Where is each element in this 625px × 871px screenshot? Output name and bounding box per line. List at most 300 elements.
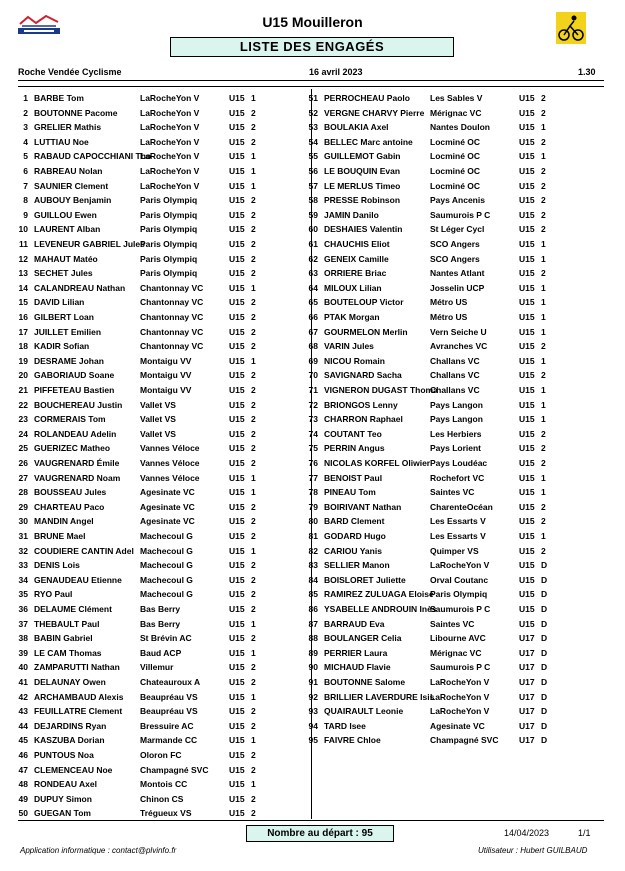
rider-number: 82 bbox=[308, 545, 318, 556]
rider-name: JUILLET Emilien bbox=[34, 326, 102, 337]
rider-name: YSABELLE ANDROUIN Inès bbox=[324, 604, 437, 614]
rider-level: D bbox=[541, 589, 548, 600]
rider-category: U15 bbox=[229, 589, 245, 600]
rider-name: PINEAU Tom bbox=[324, 487, 376, 498]
rider-category: U15 bbox=[229, 764, 245, 775]
rider-category: U15 bbox=[519, 268, 535, 279]
rider-category: U15 bbox=[229, 458, 245, 468]
rider-team: Paris Olympiq bbox=[140, 195, 198, 206]
rider-name: RABAUD CAPOCCHIANI Tho bbox=[34, 151, 152, 162]
rider-level: D bbox=[541, 706, 548, 717]
rider-name: LAURENT Alban bbox=[34, 224, 101, 235]
rider-team: Vannes Véloce bbox=[140, 458, 200, 468]
rider-level: 1 bbox=[251, 779, 256, 790]
rider-team: LaRocheYon V bbox=[430, 691, 490, 702]
rider-level: D bbox=[541, 604, 548, 614]
rider-team: LaRocheYon V bbox=[430, 706, 490, 717]
rider-number: 91 bbox=[308, 677, 318, 687]
rider-name: VAUGRENARD Noam bbox=[34, 472, 121, 483]
rider-name: LE CAM Thomas bbox=[34, 647, 102, 658]
rider-level: 2 bbox=[251, 501, 256, 512]
rider-number: 53 bbox=[308, 122, 318, 133]
rider-team: Challans VC bbox=[430, 355, 480, 366]
rider-number: 50 bbox=[18, 808, 28, 819]
rider-number: 15 bbox=[18, 297, 28, 308]
rider-number: 11 bbox=[19, 239, 28, 249]
rider-category: U15 bbox=[519, 312, 535, 322]
rider-level: 2 bbox=[251, 326, 256, 337]
app-info: Application informatique : contact@plvinfo.fr bbox=[20, 846, 177, 855]
rider-category: U15 bbox=[519, 487, 535, 498]
rider-team: Orval Coutanc bbox=[430, 574, 489, 585]
rider-team: Agesinate VC bbox=[140, 501, 195, 512]
rider-number: 84 bbox=[308, 574, 318, 585]
rider-name: BOUTONNE Salome bbox=[324, 677, 406, 687]
rider-team: Locminé OC bbox=[430, 180, 481, 191]
rider-name: CHARTEAU Paco bbox=[34, 501, 105, 512]
rider-category: U15 bbox=[229, 355, 245, 366]
rider-name: BABIN Gabriel bbox=[34, 633, 93, 644]
rider-name: GENAUDEAU Etienne bbox=[34, 574, 122, 585]
rider-name: THEBAULT Paul bbox=[34, 618, 100, 629]
rider-name: PIFFETEAU Bastien bbox=[34, 385, 115, 395]
rider-team: Paris Olympiq bbox=[140, 239, 198, 249]
rider-name: BOIRIVANT Nathan bbox=[324, 501, 402, 512]
rider-name: GILBERT Loan bbox=[34, 312, 94, 322]
rider-name: CORMERAIS Tom bbox=[34, 414, 106, 425]
rider-name: PRESSE Robinson bbox=[324, 195, 401, 206]
rider-level: D bbox=[541, 560, 548, 571]
rider-level: 2 bbox=[251, 385, 256, 395]
rider-category: U15 bbox=[229, 326, 245, 337]
rider-level: 2 bbox=[251, 633, 256, 644]
rider-level: 1 bbox=[251, 166, 256, 176]
rider-level: 1 bbox=[541, 122, 546, 133]
rider-level: 2 bbox=[541, 195, 546, 206]
rider-number: 46 bbox=[18, 750, 28, 760]
rider-category: U17 bbox=[519, 735, 535, 746]
rider-level: 2 bbox=[541, 341, 546, 352]
rider-name: RABREAU Nolan bbox=[34, 166, 103, 176]
rider-number: 19 bbox=[18, 355, 28, 366]
header-divider-double bbox=[18, 86, 604, 87]
rider-category: U15 bbox=[519, 574, 535, 585]
rider-team: Paris Olympiq bbox=[430, 589, 488, 600]
rider-team: Pays Ancenis bbox=[430, 195, 485, 206]
rider-team: LaRocheYon V bbox=[140, 166, 200, 176]
rider-category: U15 bbox=[229, 677, 245, 687]
rider-category: U15 bbox=[229, 443, 245, 454]
rider-team: CharenteOcéan bbox=[430, 501, 493, 512]
rider-name: LEVENEUR GABRIEL Jules bbox=[34, 239, 145, 249]
rider-category: U15 bbox=[519, 180, 535, 191]
rider-level: 2 bbox=[251, 531, 256, 541]
rider-category: U15 bbox=[229, 604, 245, 614]
rider-name: CLEMENCEAU Noe bbox=[34, 764, 113, 775]
rider-name: BRIONGOS Lenny bbox=[324, 399, 398, 410]
rider-level: 2 bbox=[541, 428, 546, 439]
rider-category: U15 bbox=[519, 516, 535, 527]
rider-number: 2 bbox=[23, 107, 28, 118]
rider-number: 66 bbox=[308, 312, 318, 322]
rider-name: DESRAME Johan bbox=[34, 355, 104, 366]
rider-level: 2 bbox=[251, 224, 256, 235]
rider-number: 65 bbox=[308, 297, 318, 308]
rider-level: 2 bbox=[251, 209, 256, 220]
rider-category: U15 bbox=[229, 151, 245, 162]
rider-number: 40 bbox=[18, 662, 28, 673]
rider-category: U15 bbox=[519, 560, 535, 571]
rider-team: Les Essarts V bbox=[430, 516, 486, 527]
rider-level: 2 bbox=[541, 180, 546, 191]
rider-category: U15 bbox=[519, 107, 535, 118]
rider-number: 80 bbox=[308, 516, 318, 527]
rider-name: BOUTELOUP Victor bbox=[324, 297, 404, 308]
rider-level: 2 bbox=[251, 604, 256, 614]
rider-level: 2 bbox=[541, 370, 546, 381]
rider-category: U17 bbox=[519, 706, 535, 717]
rider-team: Villemur bbox=[140, 662, 174, 673]
rider-level: 2 bbox=[251, 370, 256, 381]
rider-number: 48 bbox=[18, 779, 28, 790]
rider-number: 72 bbox=[308, 399, 318, 410]
rider-number: 21 bbox=[18, 385, 28, 395]
rider-team: Saintes VC bbox=[430, 487, 475, 498]
rider-team: Les Essarts V bbox=[430, 531, 486, 541]
rider-category: U15 bbox=[229, 370, 245, 381]
rider-level: 2 bbox=[251, 312, 256, 322]
rider-number: 57 bbox=[308, 180, 318, 191]
rider-team: Montois CC bbox=[140, 779, 188, 790]
rider-team: Champagné SVC bbox=[140, 764, 209, 775]
rider-level: 2 bbox=[251, 253, 256, 264]
rider-number: 16 bbox=[18, 312, 28, 322]
rider-category: U15 bbox=[229, 472, 245, 483]
rider-category: U15 bbox=[519, 385, 535, 395]
rider-team: Josselin UCP bbox=[430, 282, 485, 293]
rider-team: Pays Loudéac bbox=[430, 458, 488, 468]
rider-team: Vannes Véloce bbox=[140, 443, 200, 454]
rider-number: 37 bbox=[18, 618, 28, 629]
rider-number: 71 bbox=[308, 385, 318, 395]
rider-category: U15 bbox=[229, 487, 245, 498]
rider-category: U15 bbox=[229, 414, 245, 425]
rider-level: 1 bbox=[541, 312, 546, 322]
rider-name: COUDIERE CANTIN Adel bbox=[34, 545, 134, 556]
rider-level: 2 bbox=[251, 428, 256, 439]
rider-category: U15 bbox=[519, 428, 535, 439]
rider-number: 83 bbox=[308, 560, 318, 571]
rider-category: U15 bbox=[229, 195, 245, 206]
rider-name: VARIN Jules bbox=[324, 341, 374, 352]
rider-number: 22 bbox=[18, 399, 28, 410]
rider-number: 75 bbox=[308, 443, 318, 454]
rider-level: D bbox=[541, 662, 548, 673]
rider-category: U15 bbox=[229, 808, 245, 819]
rider-number: 7 bbox=[23, 180, 28, 191]
rider-name: PERROCHEAU Paolo bbox=[324, 93, 410, 103]
rider-name: COUTANT Teo bbox=[324, 428, 382, 439]
rider-level: 2 bbox=[251, 136, 256, 147]
rider-level: 2 bbox=[251, 268, 256, 279]
rider-name: CHARRON Raphael bbox=[324, 414, 403, 425]
rider-team: Trégueux VS bbox=[140, 808, 192, 819]
rider-team: Chantonnay VC bbox=[140, 341, 204, 352]
event-code: 1.30 bbox=[578, 67, 596, 77]
rider-name: SAVIGNARD Sacha bbox=[324, 370, 402, 381]
rider-name: JAMIN Danilo bbox=[324, 209, 379, 220]
rider-name: BOULAKIA Axel bbox=[324, 122, 389, 133]
rider-number: 60 bbox=[308, 224, 318, 235]
rider-name: ARCHAMBAUD Alexis bbox=[34, 691, 124, 702]
rider-team: Montaigu VV bbox=[140, 385, 192, 395]
rider-number: 59 bbox=[308, 209, 318, 220]
rider-level: 1 bbox=[541, 399, 546, 410]
rider-team: St Léger Cycl bbox=[430, 224, 485, 235]
rider-name: SELLIER Manon bbox=[324, 560, 390, 571]
rider-team: Pays Langon bbox=[430, 399, 483, 410]
rider-level: 2 bbox=[541, 166, 546, 176]
rider-level: 2 bbox=[251, 560, 256, 571]
rider-name: SECHET Jules bbox=[34, 268, 93, 279]
rider-level: 2 bbox=[251, 662, 256, 673]
rider-name: CALANDREAU Nathan bbox=[34, 282, 126, 293]
rider-level: D bbox=[541, 677, 548, 687]
rider-number: 4 bbox=[23, 136, 28, 147]
rider-number: 61 bbox=[308, 239, 318, 249]
rider-name: RYO Paul bbox=[34, 589, 73, 600]
rider-name: FEUILLATRE Clement bbox=[34, 706, 123, 717]
rider-name: PERRIER Laura bbox=[324, 647, 388, 658]
rider-team: Machecoul G bbox=[140, 531, 193, 541]
rider-name: DEJARDINS Ryan bbox=[34, 720, 107, 731]
rider-category: U15 bbox=[229, 297, 245, 308]
rider-number: 74 bbox=[308, 428, 318, 439]
rider-team: Vallet VS bbox=[140, 428, 176, 439]
rider-number: 35 bbox=[18, 589, 28, 600]
rider-team: Métro US bbox=[430, 312, 468, 322]
rider-name: GUERIZEC Matheo bbox=[34, 443, 111, 454]
rider-category: U15 bbox=[229, 268, 245, 279]
rider-number: 68 bbox=[308, 341, 318, 352]
rider-number: 76 bbox=[308, 458, 318, 468]
rider-name: GRELIER Mathis bbox=[34, 122, 102, 133]
print-date: 14/04/2023 bbox=[504, 828, 550, 838]
rider-number: 52 bbox=[308, 107, 318, 118]
rider-level: 2 bbox=[251, 574, 256, 585]
rider-team: Locminé OC bbox=[430, 136, 481, 147]
rider-name: CHAUCHIS Eliot bbox=[324, 239, 390, 249]
rider-number: 77 bbox=[308, 472, 318, 483]
rider-category: U15 bbox=[229, 720, 245, 731]
rider-number: 79 bbox=[308, 501, 318, 512]
rider-level: 1 bbox=[251, 735, 256, 746]
rider-team: SCO Angers bbox=[430, 253, 480, 264]
rider-name: DAVID Lilian bbox=[34, 297, 85, 308]
rider-level: 1 bbox=[541, 414, 546, 425]
rider-category: U15 bbox=[519, 443, 535, 454]
rider-number: 54 bbox=[308, 136, 318, 147]
rider-category: U15 bbox=[519, 151, 535, 162]
rider-team: Challans VC bbox=[430, 385, 480, 395]
page-title: U15 Mouilleron bbox=[262, 14, 363, 30]
rider-category: U17 bbox=[519, 691, 535, 702]
rider-category: U15 bbox=[229, 282, 245, 293]
rider-name: PTAK Morgan bbox=[324, 312, 380, 322]
rider-category: U15 bbox=[229, 93, 245, 103]
rider-name: VIGNERON DUGAST Thoma bbox=[324, 385, 438, 395]
rider-team: Rochefort VC bbox=[430, 472, 485, 483]
rider-name: VAUGRENARD Émile bbox=[34, 458, 120, 468]
rider-level: D bbox=[541, 720, 548, 731]
rider-team: Paris Olympiq bbox=[140, 209, 198, 220]
rider-number: 42 bbox=[18, 691, 28, 702]
rider-category: U15 bbox=[229, 399, 245, 410]
rider-category: U15 bbox=[229, 779, 245, 790]
rider-level: 2 bbox=[251, 764, 256, 775]
rider-team: Baud ACP bbox=[140, 647, 182, 658]
rider-number: 23 bbox=[18, 414, 28, 425]
rider-team: Locminé OC bbox=[430, 166, 481, 176]
rider-category: U15 bbox=[229, 706, 245, 717]
rider-team: LaRocheYon V bbox=[140, 107, 200, 118]
rider-category: U15 bbox=[519, 341, 535, 352]
rider-number: 33 bbox=[18, 560, 28, 571]
rider-number: 78 bbox=[308, 487, 318, 498]
rider-name: KASZUBA Dorian bbox=[34, 735, 105, 746]
rider-level: 1 bbox=[541, 297, 546, 308]
rider-level: D bbox=[541, 647, 548, 658]
rider-name: GUILLOU Ewen bbox=[34, 209, 97, 220]
rider-level: 2 bbox=[251, 793, 256, 804]
rider-name: GODARD Hugo bbox=[324, 531, 386, 541]
rider-number: 73 bbox=[308, 414, 318, 425]
rider-name: PERRIN Angus bbox=[324, 443, 385, 454]
rider-level: 2 bbox=[251, 239, 256, 249]
rider-category: U15 bbox=[519, 355, 535, 366]
rider-team: Montaigu VV bbox=[140, 370, 192, 381]
rider-team: Avranches VC bbox=[430, 341, 488, 352]
rider-number: 58 bbox=[308, 195, 318, 206]
rider-category: U15 bbox=[229, 545, 245, 556]
rider-number: 13 bbox=[18, 268, 28, 279]
rider-level: 1 bbox=[251, 472, 256, 483]
rider-category: U15 bbox=[229, 428, 245, 439]
rider-number: 18 bbox=[18, 341, 28, 352]
rider-number: 14 bbox=[18, 282, 28, 293]
organizer-club: Roche Vendée Cyclisme bbox=[18, 67, 122, 77]
rider-level: 2 bbox=[251, 589, 256, 600]
rider-number: 36 bbox=[18, 604, 28, 614]
rider-team: Saintes VC bbox=[430, 618, 475, 629]
rider-level: 1 bbox=[251, 647, 256, 658]
rider-level: 2 bbox=[541, 268, 546, 279]
rider-team: LaRocheYon V bbox=[430, 677, 490, 687]
user-info: Utilisateur : Hubert GUILBAUD bbox=[478, 846, 588, 855]
rider-level: 2 bbox=[541, 458, 546, 468]
rider-name: RONDEAU Axel bbox=[34, 779, 97, 790]
rider-team: Pays Langon bbox=[430, 414, 483, 425]
rider-level: 1 bbox=[541, 282, 546, 293]
rider-level: 2 bbox=[541, 107, 546, 118]
rider-level: 2 bbox=[251, 443, 256, 454]
rider-category: U15 bbox=[519, 604, 535, 614]
rider-name: LE MERLUS Timeo bbox=[324, 180, 401, 191]
rider-level: 1 bbox=[251, 691, 256, 702]
rider-name: PUNTOUS Noa bbox=[34, 750, 94, 760]
rider-level: 1 bbox=[541, 151, 546, 162]
rider-name: MAHAUT Matéo bbox=[34, 253, 98, 264]
rider-level: 2 bbox=[251, 122, 256, 133]
starters-count: Nombre au départ : 95 bbox=[246, 825, 394, 842]
rider-team: Chantonnay VC bbox=[140, 326, 204, 337]
rider-number: 17 bbox=[18, 326, 28, 337]
rider-number: 69 bbox=[308, 355, 318, 366]
rider-category: U15 bbox=[229, 253, 245, 264]
rider-team: Locminé OC bbox=[430, 151, 481, 162]
page-number: 1/1 bbox=[578, 828, 591, 838]
rider-number: 90 bbox=[308, 662, 318, 673]
rider-number: 24 bbox=[18, 428, 28, 439]
rider-category: U17 bbox=[519, 633, 535, 644]
rider-level: 2 bbox=[541, 93, 546, 103]
rider-team: Métro US bbox=[430, 297, 468, 308]
footer-divider bbox=[18, 820, 604, 821]
rider-name: DESHAIES Valentin bbox=[324, 224, 403, 235]
rider-team: Agesinate VC bbox=[430, 720, 485, 731]
rider-category: U15 bbox=[519, 195, 535, 206]
rider-level: 2 bbox=[251, 341, 256, 352]
rider-category: U15 bbox=[519, 414, 535, 425]
rider-team: LaRocheYon V bbox=[140, 136, 200, 147]
rider-team: Nantes Atlant bbox=[430, 268, 485, 279]
rider-team: Saumurois P C bbox=[430, 662, 491, 673]
rider-number: 45 bbox=[18, 735, 28, 746]
rider-level: D bbox=[541, 691, 548, 702]
rider-category: U15 bbox=[519, 589, 535, 600]
rider-level: 1 bbox=[541, 355, 546, 366]
rider-name: DUPUY Simon bbox=[34, 793, 92, 804]
rider-number: 92 bbox=[308, 691, 318, 702]
rider-level: D bbox=[541, 618, 548, 629]
rider-number: 27 bbox=[18, 472, 28, 483]
rider-category: U15 bbox=[229, 647, 245, 658]
rider-category: U15 bbox=[519, 93, 535, 103]
rider-team: Paris Olympiq bbox=[140, 224, 198, 235]
rider-level: 1 bbox=[541, 472, 546, 483]
rider-name: BOUCHEREAU Justin bbox=[34, 399, 123, 410]
rider-team: Paris Olympiq bbox=[140, 268, 198, 279]
rider-team: Machecoul G bbox=[140, 560, 193, 571]
rider-level: D bbox=[541, 574, 548, 585]
rider-team: LaRocheYon V bbox=[140, 122, 200, 133]
rider-level: 2 bbox=[541, 209, 546, 220]
rider-category: U15 bbox=[229, 531, 245, 541]
rider-category: U15 bbox=[229, 735, 245, 746]
rider-level: 1 bbox=[251, 93, 256, 103]
rider-number: 62 bbox=[308, 253, 318, 264]
rider-category: U15 bbox=[519, 166, 535, 176]
rider-number: 32 bbox=[18, 545, 28, 556]
rider-number: 30 bbox=[18, 516, 28, 527]
rider-number: 20 bbox=[18, 370, 28, 381]
rider-team: LaRocheYon V bbox=[140, 180, 200, 191]
rider-category: U17 bbox=[519, 677, 535, 687]
rider-category: U15 bbox=[229, 793, 245, 804]
rider-category: U15 bbox=[519, 618, 535, 629]
rider-name: BOUSSEAU Jules bbox=[34, 487, 107, 498]
rider-name: SAUNIER Clement bbox=[34, 180, 109, 191]
